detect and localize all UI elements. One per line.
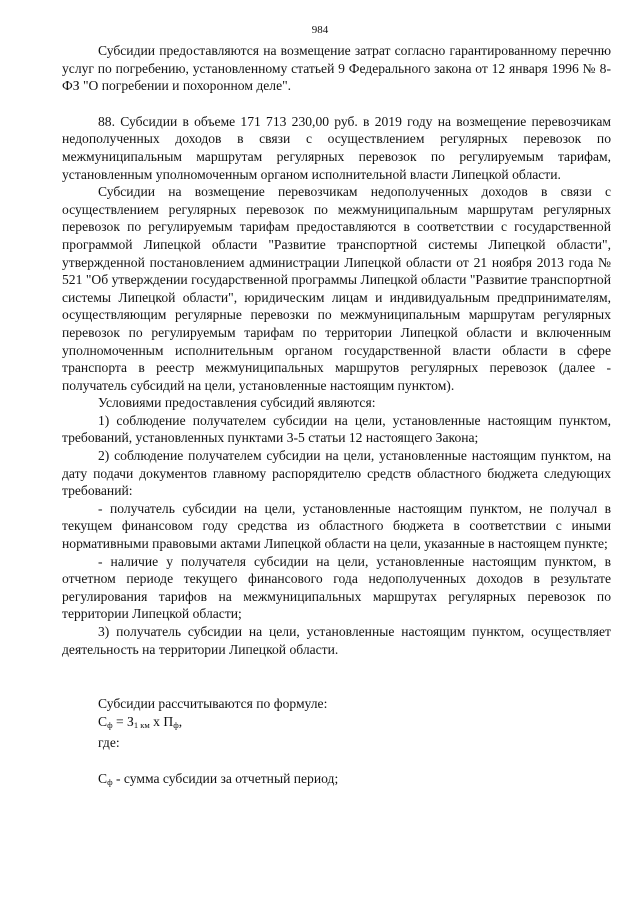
paragraph-spacer [62, 658, 611, 695]
section-88-paragraph: 88. Субсидии в объеме 171 713 230,00 руб. в 2019 году на возмещение перевозчикам недополученных доходов в связи с осуществлением регулярных перевозок по межмуниципальным маршрутам регулярных перевозок по регулируемым тарифам, установленным уполномоченным органом исполнительной власти Липецкой области. [62, 113, 611, 182]
paragraph-spacer [62, 752, 611, 770]
definition-subscript: ф [107, 776, 113, 787]
formula-lhs: С [98, 713, 108, 729]
formula-mult-p: х П [149, 713, 174, 729]
definition-symbol: С [98, 770, 108, 786]
condition-1: 1) соблюдение получателем субсидии на цели, установленные настоящим пунктом, требований, установленных пунктами 3-5 статьи 12 настоящего Закона; [62, 412, 611, 446]
formula-definition [62, 770, 611, 792]
document-body [62, 42, 611, 792]
paragraph-spacer [62, 95, 611, 113]
condition-3: 3) получатель субсидии на цели, установленные настоящим пунктом, осуществляет деятельность на территории Липецкой области. [62, 624, 611, 657]
formula-tail: , [178, 713, 183, 729]
conditions-heading: Условиями предоставления субсидий являются: [98, 395, 376, 411]
formula-p-subscript: ф [173, 719, 179, 730]
formula-z-subscript: 1 км [133, 719, 150, 730]
formula-equals-z: = З [112, 713, 134, 729]
subsidy-basis-paragraph: Субсидии на возмещение перевозчикам недополученных доходов в связи с осуществлением регулярных перевозок по межмуниципальным маршрутам регулярных перевозок по регулируемым тарифам предоставляются в соответствии с государственной программой Липецкой области "Развитие транспортной системы Липецкой области", утвержденной постановлением администрации Липецкой области от 21 ноября 2013 года № 521 "Об утверждении государственной программы Липецкой области "Развитие транспортной системы Липецкой области", юридическим лицам и индивидуальным предпринимателям, осуществляющим регулярные перевозки по межмуниципальным маршрутам регулярных перевозок по регулируемым тарифам по территории Липецкой области и включенным уполномоченным исполнительным органом государственной власти области в сфере транспорта в реестр межмуниципальных маршрутов регулярных перевозок (далее - получатель субсидий на цели, установленные настоящим пунктом). [62, 184, 611, 393]
formula-line [62, 713, 611, 735]
page-number: 984 [311, 24, 329, 36]
definition-text: - сумма субсидии за отчетный период; [112, 770, 339, 786]
requirement-1: - получатель субсидии на цели, установленные настоящим пунктом, не получал в текущем финансовом году средства из областного бюджета в соответствии с иными нормативными правовыми актами Липецкой области на цели, указанные в настоящем пункте; [62, 500, 611, 552]
condition-2: 2) соблюдение получателем субсидии на цели, установленные настоящим пунктом, на дату подачи документов главному распорядителю средств областного бюджета следующих требований: [62, 448, 611, 499]
formula-where: где: [98, 735, 120, 751]
formula-lhs-subscript: ф [107, 719, 113, 730]
formula-intro: Субсидии рассчитываются по формуле: [98, 696, 328, 712]
requirement-2: - наличие у получателя субсидии на цели, установленные настоящим пунктом, в отчетном периоде текущего финансового года недополученных доходов в результате регулирования тарифов на межмуниципальных маршрутах регулярных перевозок по территории Липецкой области; [62, 553, 611, 622]
intro-paragraph: Субсидии предоставляются на возмещение затрат согласно гарантированному перечню услуг по погребению, установленному статьей 9 Федерального закона от 12 января 1996 № 8-ФЗ "О погребении и похоронном деле". [62, 43, 611, 94]
